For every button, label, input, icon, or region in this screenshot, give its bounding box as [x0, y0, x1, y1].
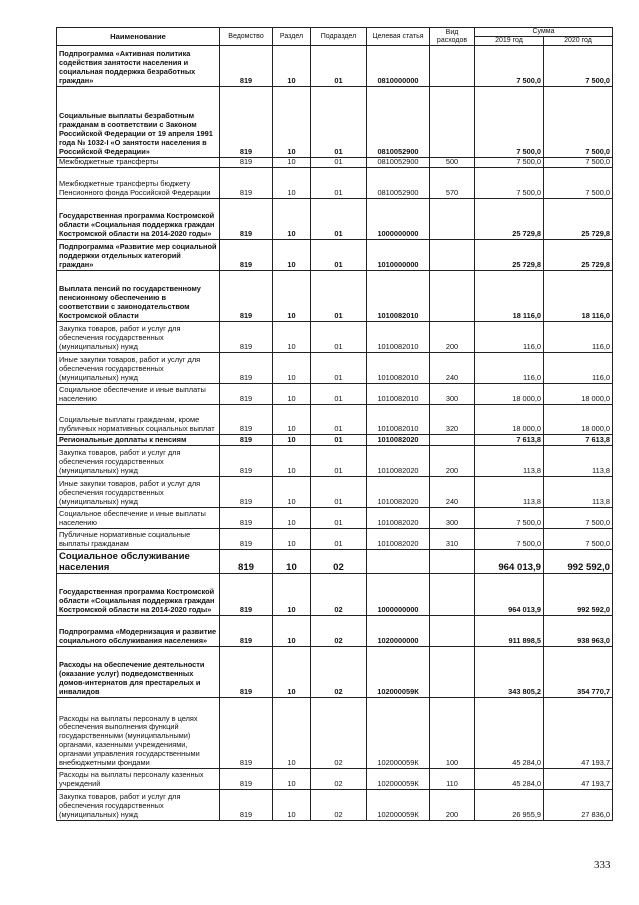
- cell-dept: 819: [220, 446, 273, 477]
- cell-y2019: 964 013,9: [475, 550, 544, 574]
- cell-subsection: 01: [311, 199, 367, 240]
- cell-exp-type: 500: [430, 158, 475, 168]
- cell-name: Закупка товаров, работ и услуг для обеспечения государственных (муниципальных) нужд: [57, 322, 220, 353]
- cell-y2019: 7 500,0: [475, 158, 544, 168]
- cell-name: Социальные выплаты гражданам, кроме публичных нормативных социальных выплат: [57, 405, 220, 435]
- cell-name: Региональные доплаты к пенсиям: [57, 435, 220, 446]
- cell-target: 1000000000: [367, 199, 430, 240]
- cell-exp-type: 240: [430, 353, 475, 384]
- cell-target: 0810052900: [367, 87, 430, 158]
- cell-exp-type: [430, 550, 475, 574]
- cell-subsection: 02: [311, 616, 367, 647]
- cell-subsection: 01: [311, 271, 367, 322]
- cell-subsection: 02: [311, 550, 367, 574]
- cell-exp-type: 300: [430, 508, 475, 529]
- cell-dept: 819: [220, 477, 273, 508]
- cell-exp-type: 110: [430, 769, 475, 790]
- cell-y2020: 992 592,0: [544, 574, 613, 616]
- cell-exp-type: 200: [430, 322, 475, 353]
- cell-exp-type: [430, 46, 475, 87]
- cell-section: 10: [273, 87, 311, 158]
- cell-exp-type: [430, 87, 475, 158]
- cell-target: 1010082020: [367, 508, 430, 529]
- table-row: [57, 353, 613, 384]
- cell-y2019: 18 000,0: [475, 405, 544, 435]
- cell-subsection: 01: [311, 405, 367, 435]
- cell-section: 10: [273, 790, 311, 821]
- cell-target: 1010082020: [367, 529, 430, 550]
- cell-exp-type: 310: [430, 529, 475, 550]
- cell-target: 1010082020: [367, 446, 430, 477]
- cell-name: Межбюджетные трансферты бюджету Пенсионного фонда Российской Федерации: [57, 168, 220, 199]
- cell-target: 1010082020: [367, 477, 430, 508]
- cell-name: Иные закупки товаров, работ и услуг для обеспечения государственных (муниципальных) нужд: [57, 477, 220, 508]
- table-row: [57, 616, 613, 647]
- cell-section: 10: [273, 353, 311, 384]
- cell-name: Иные закупки товаров, работ и услуг для обеспечения государственных (муниципальных) нужд: [57, 353, 220, 384]
- cell-subsection: 01: [311, 87, 367, 158]
- cell-y2019: 7 500,0: [475, 529, 544, 550]
- table-body: [57, 46, 613, 821]
- cell-exp-type: 240: [430, 477, 475, 508]
- cell-y2020: 354 770,7: [544, 647, 613, 698]
- cell-dept: 819: [220, 240, 273, 271]
- cell-dept: 819: [220, 405, 273, 435]
- cell-y2020: 116,0: [544, 353, 613, 384]
- cell-exp-type: [430, 616, 475, 647]
- cell-exp-type: 300: [430, 384, 475, 405]
- cell-exp-type: [430, 647, 475, 698]
- cell-y2020: 7 500,0: [544, 46, 613, 87]
- cell-y2020: 7 500,0: [544, 87, 613, 158]
- table-row: [57, 790, 613, 821]
- cell-y2020: 7 500,0: [544, 529, 613, 550]
- cell-subsection: 02: [311, 790, 367, 821]
- header-2019: 2019 год: [475, 37, 544, 46]
- cell-section: 10: [273, 435, 311, 446]
- cell-target: 102000059К: [367, 769, 430, 790]
- header-2020: 2020 год: [544, 37, 613, 46]
- header-exp-type: Вид расходов: [430, 28, 475, 46]
- cell-y2020: 7 500,0: [544, 158, 613, 168]
- cell-y2019: 116,0: [475, 322, 544, 353]
- table-row: [57, 384, 613, 405]
- cell-y2020: 7 613,8: [544, 435, 613, 446]
- cell-y2020: 47 193,7: [544, 698, 613, 769]
- cell-target: 1010082020: [367, 435, 430, 446]
- table-row: [57, 158, 613, 168]
- cell-y2019: 25 729,8: [475, 199, 544, 240]
- cell-dept: 819: [220, 529, 273, 550]
- cell-y2020: 27 836,0: [544, 790, 613, 821]
- cell-y2019: 25 729,8: [475, 240, 544, 271]
- cell-exp-type: 570: [430, 168, 475, 199]
- cell-section: 10: [273, 529, 311, 550]
- cell-dept: 819: [220, 322, 273, 353]
- cell-y2020: 116,0: [544, 322, 613, 353]
- cell-y2020: 25 729,8: [544, 240, 613, 271]
- table-row: [57, 168, 613, 199]
- cell-name: Социальное обеспечение и иные выплаты населению: [57, 508, 220, 529]
- cell-y2019: 911 898,5: [475, 616, 544, 647]
- table-row: [57, 240, 613, 271]
- cell-subsection: 01: [311, 158, 367, 168]
- cell-dept: 819: [220, 168, 273, 199]
- table-row: [57, 405, 613, 435]
- cell-section: 10: [273, 477, 311, 508]
- cell-y2019: 18 116,0: [475, 271, 544, 322]
- cell-dept: 819: [220, 790, 273, 821]
- header-sum: Сумма: [475, 28, 613, 37]
- table-header: [57, 28, 613, 46]
- cell-subsection: 01: [311, 477, 367, 508]
- table-row: [57, 435, 613, 446]
- cell-y2019: 7 500,0: [475, 87, 544, 158]
- cell-name: Межбюджетные трансферты: [57, 158, 220, 168]
- table-row: [57, 199, 613, 240]
- cell-y2019: 45 284,0: [475, 698, 544, 769]
- cell-target: 102000059К: [367, 698, 430, 769]
- cell-y2019: 45 284,0: [475, 769, 544, 790]
- cell-target: 1010000000: [367, 240, 430, 271]
- cell-section: 10: [273, 384, 311, 405]
- cell-target: 1020000000: [367, 616, 430, 647]
- cell-y2019: 26 955,9: [475, 790, 544, 821]
- cell-name: Подпрограмма «Модернизация и развитие социального обслуживания населения»: [57, 616, 220, 647]
- cell-section: 10: [273, 508, 311, 529]
- cell-dept: 819: [220, 508, 273, 529]
- cell-target: [367, 550, 430, 574]
- table-row: [57, 477, 613, 508]
- cell-section: 10: [273, 168, 311, 199]
- cell-subsection: 01: [311, 446, 367, 477]
- table-row: [57, 647, 613, 698]
- cell-target: 0810000000: [367, 46, 430, 87]
- cell-exp-type: 200: [430, 446, 475, 477]
- cell-dept: 819: [220, 158, 273, 168]
- cell-dept: 819: [220, 574, 273, 616]
- cell-dept: 819: [220, 46, 273, 87]
- cell-section: 10: [273, 550, 311, 574]
- cell-y2020: 7 500,0: [544, 508, 613, 529]
- table-row: [57, 550, 613, 574]
- cell-exp-type: [430, 435, 475, 446]
- cell-dept: 819: [220, 87, 273, 158]
- cell-dept: 819: [220, 647, 273, 698]
- cell-section: 10: [273, 322, 311, 353]
- cell-target: 102000059К: [367, 790, 430, 821]
- cell-name: Государственная программа Костромской области «Социальная поддержка граждан Костромской области на 2014-2020 годы»: [57, 199, 220, 240]
- cell-section: 10: [273, 574, 311, 616]
- cell-y2020: 113,8: [544, 477, 613, 508]
- cell-name: Закупка товаров, работ и услуг для обеспечения государственных (муниципальных) нужд: [57, 446, 220, 477]
- cell-name: Закупка товаров, работ и услуг для обеспечения государственных (муниципальных) нужд: [57, 790, 220, 821]
- cell-dept: 819: [220, 616, 273, 647]
- cell-y2019: 7 500,0: [475, 46, 544, 87]
- table-row: [57, 446, 613, 477]
- cell-subsection: 01: [311, 435, 367, 446]
- cell-target: 102000059К: [367, 647, 430, 698]
- header-target: Целевая статья: [367, 28, 430, 46]
- cell-subsection: 01: [311, 384, 367, 405]
- cell-dept: 819: [220, 769, 273, 790]
- cell-name: Расходы на выплаты персоналу в целях обеспечения выполнения функций государственными (муниципальными) органами, казенными учреждениями, органами управления государственными внебюджетными фондами: [57, 698, 220, 769]
- cell-section: 10: [273, 698, 311, 769]
- cell-subsection: 01: [311, 46, 367, 87]
- table-row: [57, 769, 613, 790]
- cell-name: Выплата пенсий по государственному пенсионному обеспечению в соответствии с законодательством Костромской области: [57, 271, 220, 322]
- table-row: [57, 574, 613, 616]
- table-row: [57, 529, 613, 550]
- cell-y2019: 343 805,2: [475, 647, 544, 698]
- header-section: Раздел: [273, 28, 311, 46]
- cell-section: 10: [273, 240, 311, 271]
- header-dept: Ведомство: [220, 28, 273, 46]
- cell-name: Подпрограмма «Активная политика содействия занятости населения и социальная поддержка безработных граждан»: [57, 46, 220, 87]
- cell-y2019: 113,8: [475, 446, 544, 477]
- cell-dept: 819: [220, 271, 273, 322]
- cell-exp-type: [430, 574, 475, 616]
- cell-section: 10: [273, 405, 311, 435]
- cell-y2020: 938 963,0: [544, 616, 613, 647]
- cell-name: Социальное обслуживание населения: [57, 550, 220, 574]
- table-row: [57, 508, 613, 529]
- table-row: [57, 698, 613, 769]
- header-subsection: Подраздел: [311, 28, 367, 46]
- cell-subsection: 02: [311, 698, 367, 769]
- cell-subsection: 01: [311, 168, 367, 199]
- cell-subsection: 01: [311, 240, 367, 271]
- cell-subsection: 01: [311, 353, 367, 384]
- cell-y2019: 116,0: [475, 353, 544, 384]
- cell-target: 1010082010: [367, 271, 430, 322]
- cell-name: Расходы на обеспечение деятельности (оказание услуг) подведомственных домов-интернатов для престарелых и инвалидов: [57, 647, 220, 698]
- cell-y2020: 18 000,0: [544, 384, 613, 405]
- cell-dept: 819: [220, 698, 273, 769]
- cell-target: 0810052900: [367, 158, 430, 168]
- cell-section: 10: [273, 158, 311, 168]
- cell-target: 0810052900: [367, 168, 430, 199]
- cell-exp-type: [430, 240, 475, 271]
- cell-y2020: 992 592,0: [544, 550, 613, 574]
- table-row: [57, 271, 613, 322]
- cell-y2020: 18 000,0: [544, 405, 613, 435]
- cell-y2019: 7 613,8: [475, 435, 544, 446]
- cell-y2019: 113,8: [475, 477, 544, 508]
- cell-name: Подпрограмма «Развитие мер социальной поддержки отдельных категорий граждан»: [57, 240, 220, 271]
- cell-subsection: 02: [311, 574, 367, 616]
- cell-exp-type: [430, 271, 475, 322]
- page-number: 333: [594, 859, 611, 871]
- cell-y2020: 113,8: [544, 446, 613, 477]
- table-row: [57, 87, 613, 158]
- cell-y2020: 47 193,7: [544, 769, 613, 790]
- cell-y2020: 7 500,0: [544, 168, 613, 199]
- cell-name: Расходы на выплаты персоналу казенных учреждений: [57, 769, 220, 790]
- cell-section: 10: [273, 271, 311, 322]
- cell-y2019: 964 013,9: [475, 574, 544, 616]
- cell-section: 10: [273, 46, 311, 87]
- cell-dept: 819: [220, 199, 273, 240]
- cell-exp-type: [430, 199, 475, 240]
- cell-section: 10: [273, 616, 311, 647]
- cell-section: 10: [273, 647, 311, 698]
- cell-name: Государственная программа Костромской области «Социальная поддержка граждан Костромской области на 2014-2020 годы»: [57, 574, 220, 616]
- cell-subsection: 01: [311, 508, 367, 529]
- cell-target: 1000000000: [367, 574, 430, 616]
- budget-table: [56, 27, 613, 821]
- cell-name: Социальные выплаты безработным гражданам в соответствии с Законом Российской Федерации от 19 апреля 1991 года № 1032-I «О занятости населения в Российской Федерации»: [57, 87, 220, 158]
- cell-y2020: 18 116,0: [544, 271, 613, 322]
- cell-subsection: 01: [311, 322, 367, 353]
- cell-target: 1010082010: [367, 353, 430, 384]
- cell-target: 1010082010: [367, 384, 430, 405]
- cell-y2019: 7 500,0: [475, 508, 544, 529]
- cell-dept: 819: [220, 353, 273, 384]
- cell-name: Публичные нормативные социальные выплаты гражданам: [57, 529, 220, 550]
- cell-subsection: 02: [311, 769, 367, 790]
- cell-target: 1010082010: [367, 405, 430, 435]
- cell-exp-type: 320: [430, 405, 475, 435]
- cell-exp-type: 100: [430, 698, 475, 769]
- cell-y2019: 7 500,0: [475, 168, 544, 199]
- cell-section: 10: [273, 446, 311, 477]
- cell-y2019: 18 000,0: [475, 384, 544, 405]
- cell-y2020: 25 729,8: [544, 199, 613, 240]
- cell-dept: 819: [220, 435, 273, 446]
- table-row: [57, 322, 613, 353]
- cell-section: 10: [273, 199, 311, 240]
- cell-dept: 819: [220, 384, 273, 405]
- cell-exp-type: 200: [430, 790, 475, 821]
- cell-dept: 819: [220, 550, 273, 574]
- cell-target: 1010082010: [367, 322, 430, 353]
- cell-name: Социальное обеспечение и иные выплаты населению: [57, 384, 220, 405]
- header-name: Наименование: [57, 28, 220, 46]
- table-row: [57, 46, 613, 87]
- cell-subsection: 01: [311, 529, 367, 550]
- cell-section: 10: [273, 769, 311, 790]
- cell-subsection: 02: [311, 647, 367, 698]
